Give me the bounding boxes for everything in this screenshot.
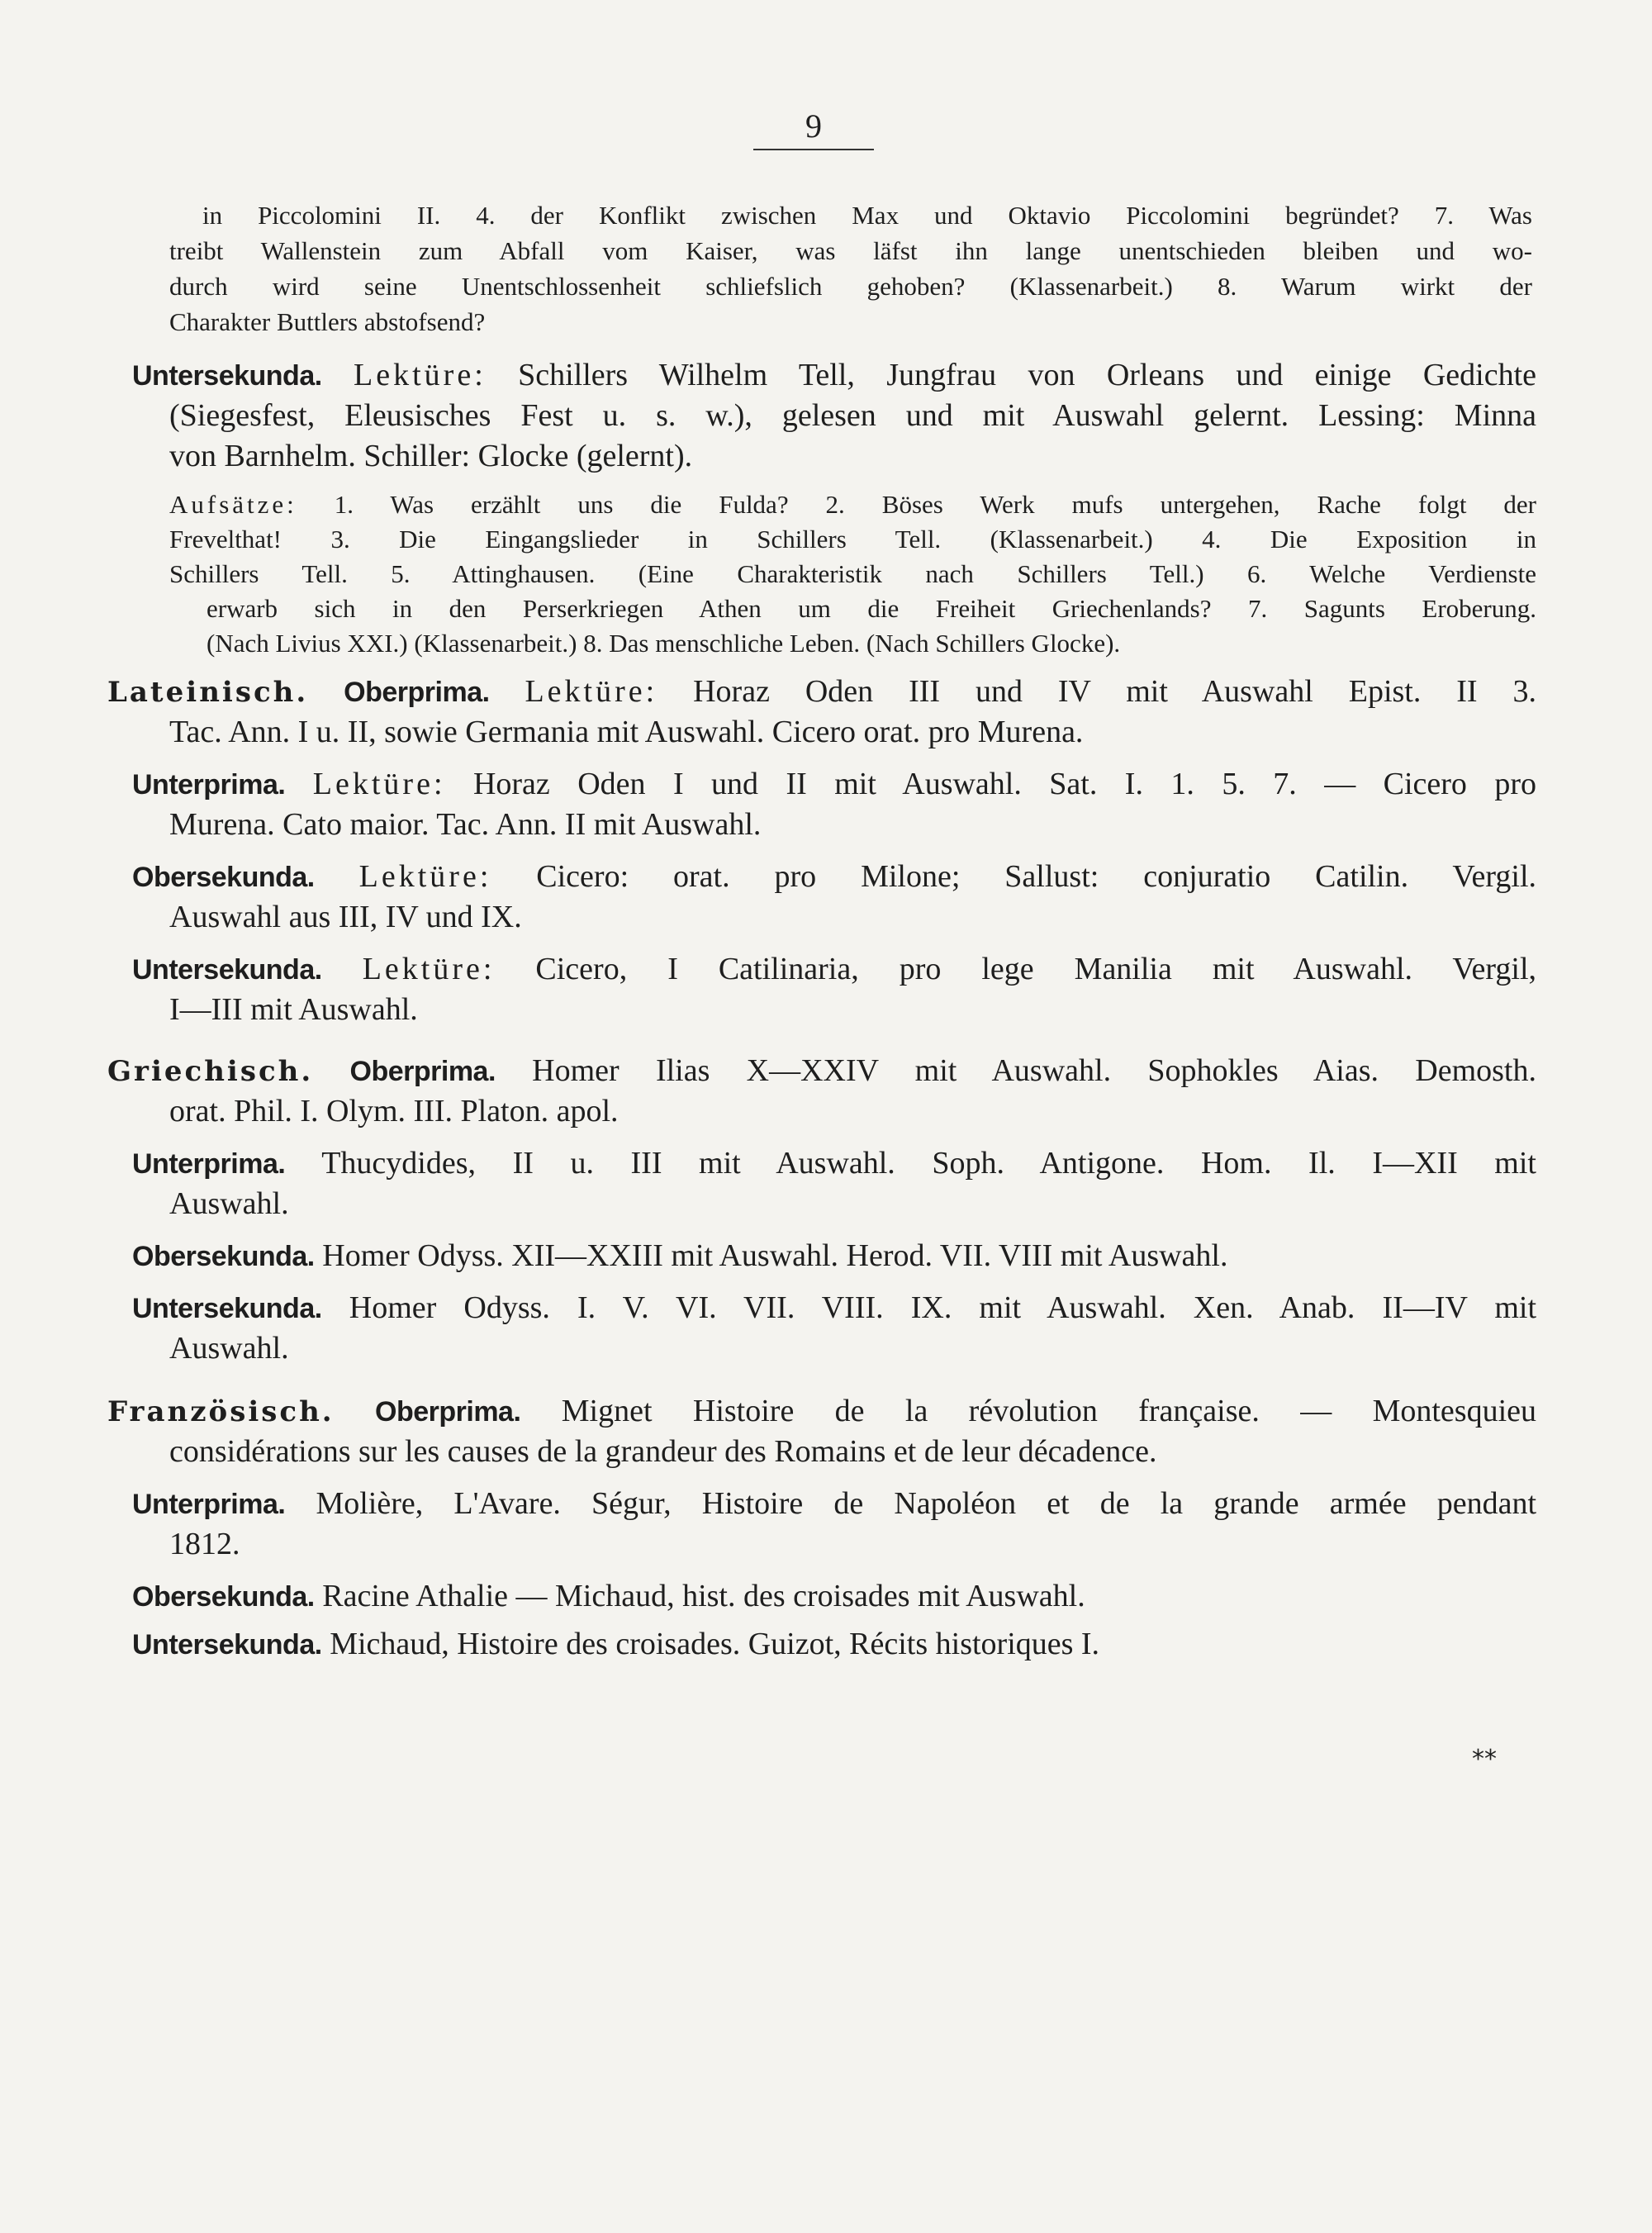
subject-label: Lateinisch. — [107, 676, 309, 709]
section-label: Untersekunda. — [132, 954, 322, 986]
latein-obersekunda-line-1 — [132, 857, 1536, 896]
griechisch-unterprima-line-2: Auswahl. — [169, 1186, 289, 1221]
text: Homer Odyss. I. V. VI. VII. VIII. IX. mit Auswahl. Xen. Anab. II—IV mit — [349, 1290, 1536, 1325]
section-label: Unterprima. — [132, 769, 286, 801]
latein-untersekunda-line-1 — [132, 949, 1536, 989]
section-label: Unterprima. — [132, 1148, 286, 1180]
intro-line-1: in Piccolomini II. 4. der Konflikt zwischen Max und Oktavio Piccolomini begründet? 7. Was — [202, 201, 1532, 230]
franzoesisch-obersekunda-line-1 — [132, 1576, 1536, 1616]
aufsaetze-line-4: erwarb sich in den Perserkriegen Athen um die Freiheit Griechenlands? 7. Sagunts Eroberung. — [206, 594, 1536, 623]
aufsaetze-line-3: Schillers Tell. 5. Attinghausen. (Eine Charakteristik nach Schillers Tell.) 6. Welche Verdienste — [169, 559, 1536, 588]
intro-line-4: Charakter Buttlers abstofsend? — [169, 307, 486, 336]
deutsch-untersekunda-line-1 — [132, 355, 1536, 395]
intro-line-3: durch wird seine Unentschlossenheit schliefslich gehoben? (Klassenarbeit.) 8. Warum wirkt der — [169, 272, 1532, 301]
section-label: Untersekunda. — [132, 1629, 322, 1660]
text: Racine Athalie — Michaud, hist. des croisades mit Auswahl. — [322, 1579, 1085, 1613]
text: Michaud, Histoire des croisades. Guizot, Récits historiques I. — [330, 1627, 1100, 1661]
latein-oberprima-line-2: Tac. Ann. I u. II, sowie Germania mit Auswahl. Cicero orat. pro Murena. — [169, 715, 1084, 749]
section-label: Untersekunda. — [132, 1293, 322, 1324]
section-label: Obersekunda. — [132, 862, 315, 893]
aufsaetze-line-2: Frevelthat! 3. Die Eingangslieder in Schillers Tell. (Klassenarbeit.) 4. Die Exposition in — [169, 525, 1536, 553]
lektuere-label: Lektüre: — [312, 767, 446, 801]
aufsaetze-label: Aufsätze: — [169, 490, 297, 519]
franzoesisch-untersekunda-line-1 — [132, 1624, 1536, 1664]
lektuere-label: Lektüre: — [354, 358, 487, 392]
footer-mark: ** — [1472, 1745, 1497, 1774]
section-label: Oberprima. — [375, 1396, 521, 1428]
page-number: 9 — [805, 107, 822, 145]
franzoesisch-oberprima-line-1 — [107, 1391, 1536, 1431]
section-label: Obersekunda. — [132, 1581, 315, 1613]
section-label: Oberprima. — [344, 677, 490, 708]
latein-oberprima-line-1 — [107, 672, 1536, 711]
deutsch-untersekunda-line-2: (Siegesfest, Eleusisches Fest u. s. w.), gelesen und mit Auswahl gelernt. Lessing: Minna — [169, 398, 1536, 433]
griechisch-untersekunda-line-2: Auswahl. — [169, 1331, 289, 1366]
latein-untersekunda-line-2: I—III mit Auswahl. — [169, 992, 418, 1027]
franzoesisch-unterprima-line-2: 1812. — [169, 1527, 240, 1561]
lektuere-label: Lektüre: — [362, 952, 496, 986]
subject-label: Griechisch. — [107, 1055, 314, 1088]
section-label: Unterprima. — [132, 1489, 286, 1520]
griechisch-oberprima-line-1 — [107, 1051, 1536, 1090]
franzoesisch-oberprima-line-2: considérations sur les causes de la grandeur des Romains et de leur décadence. — [169, 1434, 1157, 1469]
text: Schillers Wilhelm Tell, Jungfrau von Orleans und einige Gedichte — [518, 358, 1536, 392]
aufsaetze-line-1 — [169, 487, 1536, 522]
page-number-rule — [753, 149, 874, 150]
latein-unterprima-line-1 — [132, 764, 1536, 804]
latein-unterprima-line-2: Murena. Cato maior. Tac. Ann. II mit Auswahl. — [169, 807, 762, 842]
text: Horaz Oden I und II mit Auswahl. Sat. I. 1. 5. 7. — Cicero pro — [472, 767, 1536, 801]
text: Molière, L'Avare. Ségur, Histoire de Napoléon et de la grande armée pendant — [316, 1486, 1536, 1521]
intro-line-2: treibt Wallenstein zum Abfall vom Kaiser, was läfst ihn lange unentschieden bleiben und wo- — [169, 236, 1532, 265]
subject-label: Französisch. — [107, 1395, 335, 1428]
lektuere-label: Lektüre: — [525, 674, 658, 709]
franzoesisch-unterprima-line-1 — [132, 1484, 1536, 1523]
text: Mignet Histoire de la révolution française. — Montesquieu — [561, 1394, 1536, 1428]
griechisch-untersekunda-line-1 — [132, 1288, 1536, 1328]
text: Horaz Oden III und IV mit Auswahl Epist. II 3. — [693, 674, 1536, 709]
griechisch-oberprima-line-2: orat. Phil. I. Olym. III. Platon. apol. — [169, 1094, 619, 1128]
text: 1. Was erzählt uns die Fulda? 2. Böses Werk mufs untergehen, Rache folgt der — [334, 490, 1536, 519]
section-label: Untersekunda. — [132, 360, 322, 392]
text: Homer Ilias X—XXIV mit Auswahl. Sophokles Aias. Demosth. — [532, 1053, 1536, 1088]
deutsch-untersekunda-line-3: von Barnhelm. Schiller: Glocke (gelernt). — [169, 439, 693, 473]
latein-obersekunda-line-2: Auswahl aus III, IV und IX. — [169, 900, 522, 934]
griechisch-unterprima-line-1 — [132, 1143, 1536, 1183]
section-label: Oberprima. — [349, 1056, 496, 1087]
text: Cicero: orat. pro Milone; Sallust: conjuratio Catilin. Vergil. — [536, 859, 1536, 894]
lektuere-label: Lektüre: — [358, 859, 492, 894]
griechisch-obersekunda-line-1 — [132, 1236, 1536, 1276]
aufsaetze-line-5: (Nach Livius XXI.) (Klassenarbeit.) 8. Das menschliche Leben. (Nach Schillers Glocke). — [206, 629, 1121, 658]
text: Homer Odyss. XII—XXIII mit Auswahl. Herod. VII. VIII mit Auswahl. — [322, 1238, 1228, 1273]
text: Thucydides, II u. III mit Auswahl. Soph. Antigone. Hom. Il. I—XII mit — [321, 1146, 1536, 1181]
section-label: Obersekunda. — [132, 1241, 315, 1272]
text: Cicero, I Catilinaria, pro lege Manilia mit Auswahl. Vergil, — [535, 952, 1536, 986]
